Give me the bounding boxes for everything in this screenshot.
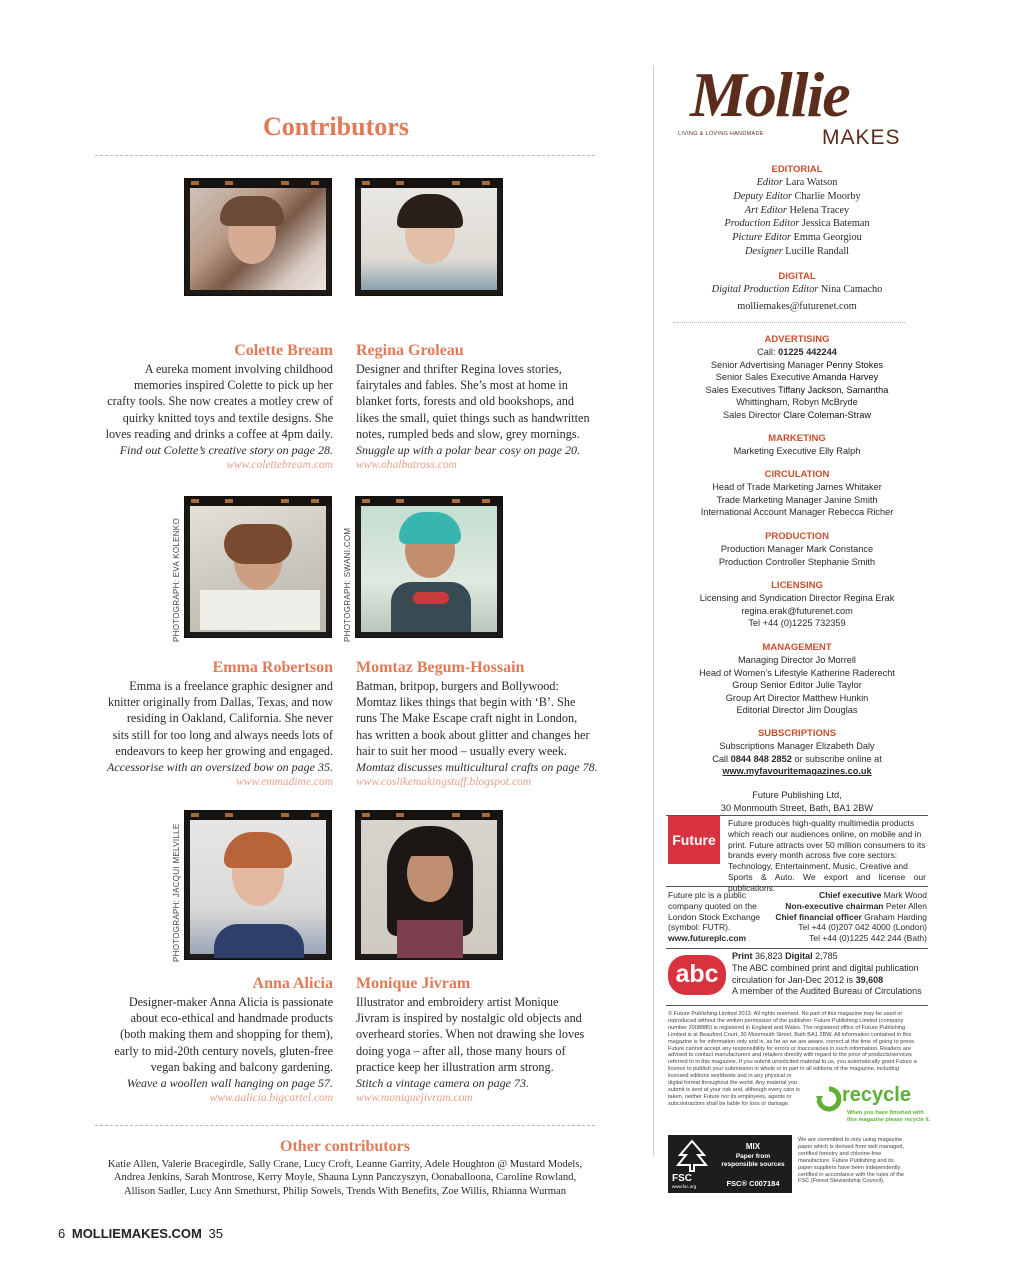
- recycle-icon: [815, 1086, 843, 1112]
- photo-credit: PHOTOGRAPH: EVA KOLENKO: [172, 518, 181, 642]
- marketing-list: Marketing Executive Elly Ralph: [733, 446, 861, 456]
- section-heading-circulation: CIRCULATION: [764, 469, 830, 480]
- right-divider: [673, 322, 905, 323]
- photo-colette-bream: [184, 178, 332, 296]
- photo-credit: PHOTOGRAPH: SWANI.COM: [343, 527, 352, 642]
- contributor-tease: Find out Colette’s creative story on page 28.: [119, 443, 333, 457]
- logo-tagline: LIVING & LOVING HANDMADE: [678, 131, 764, 137]
- circulation-list: Head of Trade Marketing James Whitaker Trade Marketing Manager Janine Smith International Account Manager Rebecca Richer: [700, 482, 894, 518]
- abc-rule: [666, 948, 928, 949]
- contributor-bio: A eureka moment involving childhood memories inspired Colette to pick up her crafty tools. She now creates a motley crew of quirky knitted toys and textile designs. She loves reading and drinks a coffee at 4pm daily.: [105, 362, 333, 441]
- contributor-name: Monique Jivram: [356, 975, 471, 992]
- digital-list: Digital Production Editor Nina Camacho molliemakes@futurenet.com: [711, 284, 883, 312]
- advertising-list: Call: 01225 442244 Senior Advertising Manager Penny Stokes Senior Sales Executive Amanda Harvey Sales Executives Tiffany Jackson, Samantha Whittingham, Robyn McBryde Sales Director Clare Coleman-Straw: [705, 347, 889, 420]
- abc-circulation: Print 36,823 Digital 2,785 The ABC combined print and digital publication circulation for Jan-Dec 2012 is 39,608 A member of the Audited Bureau of Circulations: [732, 951, 922, 997]
- contributor-tease: Weave a woollen wall hanging on page 57.: [126, 1076, 333, 1090]
- licensing-list: Licensing and Syndication Director Regina Erak regina.erak@futurenet.com Tel +44 (0)1225 732359: [699, 593, 895, 629]
- logo-makes: MAKES: [822, 126, 901, 149]
- future-logo: Future: [668, 816, 720, 864]
- future-rule: [666, 886, 928, 887]
- fsc-logo: FSC www.fsc.org MIX Paper from responsible sources FSC® C007184: [668, 1135, 792, 1193]
- contributor-tease: Stitch a vintage camera on page 73.: [356, 1076, 529, 1090]
- contributor-url[interactable]: www.coslikemakingstuff.blogspot.com: [356, 776, 532, 788]
- contributor-bio: Emma is a freelance graphic designer and knitter originally from Dallas, Texas, and now residing in Oakland, California. She never sits still for too long and always needs lots of endeavors to keep her growing and engaged.: [107, 679, 333, 758]
- fsc-text: We are committed to only using magazine paper which is derived from well managed, certified forestry and chlorine-free manufacture. Future Publishing and its paper suppliers have been independently certified in accordance with the rules of the FSC (Forest Stewardship Council).: [798, 1137, 905, 1185]
- section-heading-marketing: MARKETING: [768, 433, 826, 444]
- publisher-address: Future Publishing Ltd, 30 Monmouth Street, Bath, BA1 2BW: [720, 790, 874, 813]
- contributor-tease: Snuggle up with a polar bear cosy on page 20.: [356, 443, 580, 457]
- contributor-url[interactable]: www.aalicia.bigcartel.com: [209, 1092, 333, 1104]
- future-officers: Chief executive Mark Wood Non-executive chairman Peter Allen Chief financial officer Graham Harding Tel +44 (0)207 042 4000 (London) Tel +44 (0)1225 442 244 (Bath): [775, 890, 927, 944]
- page-footer: 6 MOLLIEMAKES.COM 35: [58, 1226, 223, 1241]
- management-list: Managing Director Jo Morrell Head of Women’s Lifestyle Katherine Raderecht Group Senior Editor Julie Taylor Group Art Director Matthew Hunkin Editorial Director Jim Douglas: [699, 655, 895, 716]
- subscriptions-list: Subscriptions Manager Elizabeth Daly Call 0844 848 2852 or subscribe online at www.myfavouritemagazines.co.uk: [712, 741, 882, 777]
- contributor-name: Colette Bream: [234, 342, 333, 359]
- photo-regina-groleau: [355, 178, 503, 296]
- column-divider: [653, 66, 654, 1156]
- legal-notice: © Future Publishing Limited 2013. All rights reserved. No part of this magazine may be used or reproduced without the written permission of the publisher. Future Publishing Limited (company number 2008885) is registered in England and Wales. The registered office of Future Publishing Limited is at Beauford Court, 30 Monmouth Street, Bath BA1 2BW. All information contained in this magazine is for information only and is, as far as we are aware, correct at the time of going to press. Future cannot accept any responsibility for errors or inaccuracies in such information. Readers are advised to contact manufacturers and retailers directly with regard to the price of products/services referred to in this magazine. If you submit unsolicited material to us, you automatically grant Future a licence to publish your submission in whole or in part in all editions of the magazine, including licensed editions worldwide and in any physical or digital format throughout the world. Any material you submit is sent at your risk and, although every care is taken, neither Future nor its employees, agents or subcontractors shall be liable for loss or damage.: [668, 1011, 917, 1107]
- tree-icon: [674, 1139, 710, 1175]
- contributor-tease: Accessorise with an oversized bow on page 35.: [107, 760, 333, 774]
- title-divider: [95, 155, 595, 156]
- other-contributors-list: Katie Allen, Valerie Bracegirdle, Sally Crane, Lucy Croft, Leanne Garrity, Adele Houghton @ Mustard Models, Andrea Jenkins, Sarah Montrose, Kerry Moyle, Shauna Lynn Panczyszyn, Oonaballoona, Caroline Rowland, Allison Sadler, Lucy Ann Smethurst, Philip Sowels, Trends With Benefits, Zoe Willis, Rhianna Wurman: [107, 1159, 583, 1197]
- contributor-name: Momtaz Begum-Hossain: [356, 659, 525, 676]
- contributor-name: Anna Alicia: [252, 975, 333, 992]
- legal-rule: [666, 1005, 928, 1006]
- page-title: Contributors: [263, 112, 409, 141]
- section-heading-management: MANAGEMENT: [762, 642, 832, 653]
- section-heading-editorial: EDITORIAL: [771, 164, 823, 175]
- future-blurb: Future produces high-quality multimedia products which reach our audiences online, on mobile and in print. Future attracts over 50 million consumers to its brands every month across five core sectors: Technology, Entertainment, Music, Creative and Sports & Auto. We export and license our publications.: [728, 818, 926, 893]
- section-heading-subscriptions: SUBSCRIPTIONS: [757, 728, 837, 739]
- future-plc-info: Future plc is a public company quoted on the London Stock Exchange (symbol: FUTR). www.futureplc.com: [668, 890, 761, 944]
- other-divider: [95, 1125, 595, 1126]
- abc-logo: abc: [668, 955, 726, 995]
- photo-emma-robertson: [184, 496, 332, 638]
- photo-credit: PHOTOGRAPH: JACQUI MELVILLE: [172, 823, 181, 962]
- contributor-tease: Momtaz discusses multicultural crafts on page 78.: [356, 760, 598, 774]
- contributor-bio: Designer and thrifter Regina loves stories, fairytales and fables. She’s most at home in blanket forts, forests and old bookshops, and likes the small, quiet things such as handwritten notes, rumpled beds and slow, grey mornings.: [356, 362, 590, 441]
- photo-anna-alicia: [184, 810, 332, 960]
- contributor-bio: Illustrator and embroidery artist Monique Jivram is inspired by nostalgic old objects and overheard stories. When not drawing she loves doing yoga – after all, those many hours of practice keep her illustration arm strong.: [356, 995, 585, 1074]
- mollie-makes-logo: Mollie: [690, 59, 849, 130]
- contributor-name: Emma Robertson: [212, 659, 333, 676]
- contributor-url[interactable]: www.ohalbatross.com: [356, 459, 457, 471]
- section-heading-production: PRODUCTION: [765, 531, 829, 542]
- production-list: Production Manager Mark Constance Production Controller Stephanie Smith: [718, 544, 876, 567]
- photo-momtaz-begum-hossain: [355, 496, 503, 638]
- section-heading-advertising: ADVERTISING: [764, 334, 830, 345]
- contributor-name: Regina Groleau: [356, 342, 464, 359]
- other-contributors-title: Other contributors: [280, 1138, 410, 1155]
- contributor-bio: Designer-maker Anna Alicia is passionate about eco-ethical and handmade products (both making them and shopping for them), early to mid-20th century novels, gluten-free vegan baking and balcony gardening.: [114, 995, 333, 1074]
- contributor-bio: Batman, britpop, burgers and Bollywood: Momtaz likes things that begin with ‘B’. She runs The Make Escape craft night in London, has written a book about glitter and changes her hair to suit her mood – usually every week.: [356, 679, 590, 758]
- photo-monique-jivram: [355, 810, 503, 960]
- contributor-url[interactable]: www.moniquejivram.com: [356, 1092, 473, 1104]
- editorial-list: Editor Lara Watson Deputy Editor Charlie Moorby Art Editor Helena Tracey Production Editor Jessica Bateman Picture Editor Emma Georgiou Designer Lucille Randall: [724, 177, 870, 257]
- section-heading-licensing: LICENSING: [771, 580, 823, 591]
- subscribe-link[interactable]: www.myfavouritemagazines.co.uk: [722, 766, 872, 777]
- contributor-url[interactable]: www.emmadime.com: [236, 776, 333, 788]
- contributor-url[interactable]: www.colettebream.com: [226, 459, 333, 471]
- section-heading-digital: DIGITAL: [778, 271, 816, 282]
